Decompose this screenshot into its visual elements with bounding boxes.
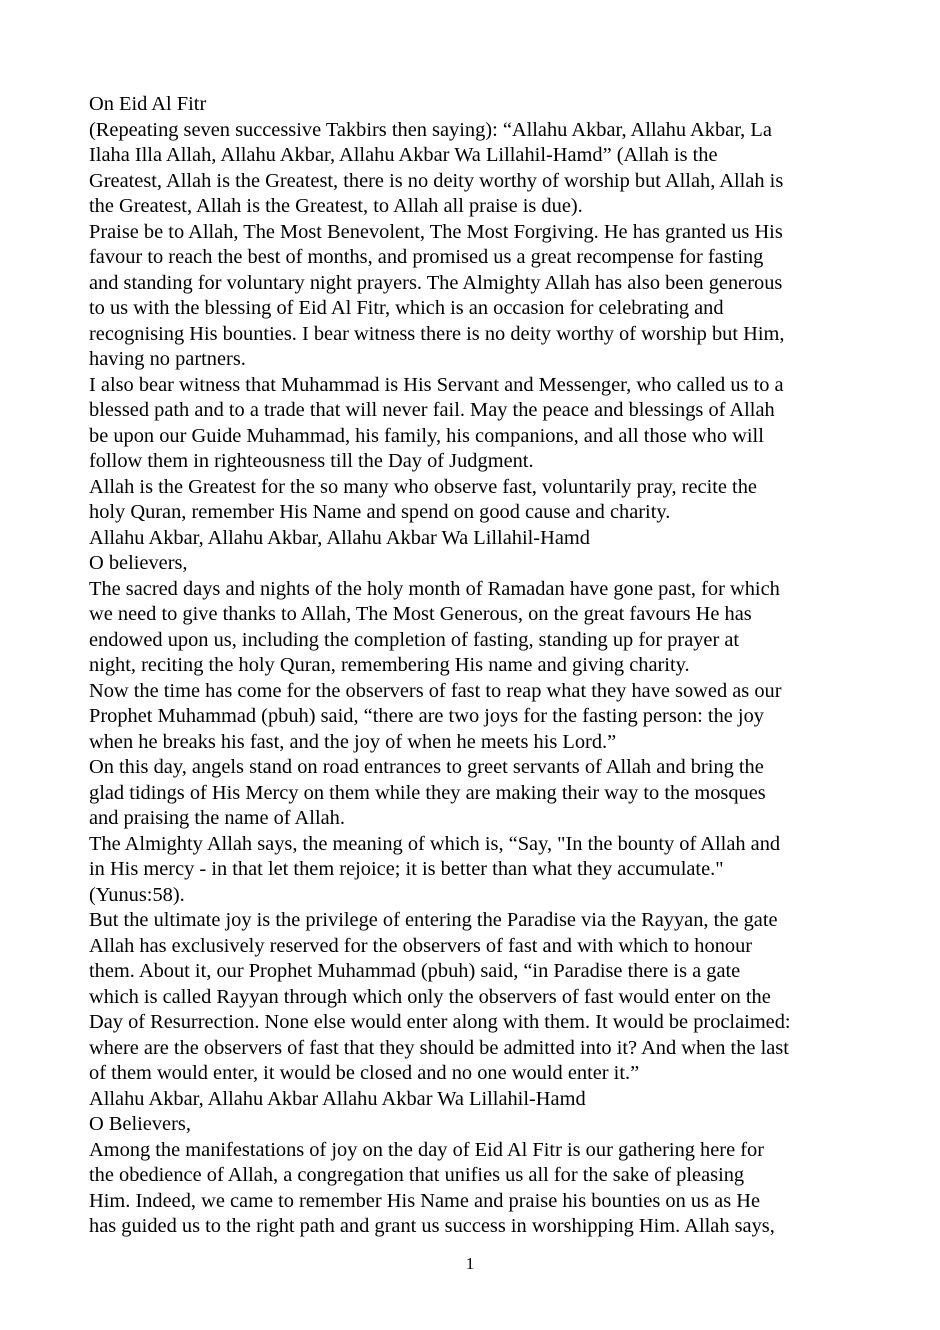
text-line: Greatest, Allah is the Greatest, there is no deity worthy of worship but Allah, Allah is bbox=[89, 169, 784, 192]
text-line: recognising His bounties. I bear witness there is no deity worthy of worship but Him, bbox=[89, 322, 785, 345]
text-line: glad tidings of His Mercy on them while they are making their way to the mosques bbox=[89, 781, 766, 804]
text-line: Day of Resurrection. None else would enter along with them. It would be proclaimed: bbox=[89, 1011, 791, 1033]
text-line: follow them in righteousness till the Day of Judgment. bbox=[89, 450, 534, 472]
document-body bbox=[89, 92, 859, 1240]
text-line: holy Quran, remember His Name and spend on good cause and charity. bbox=[89, 501, 671, 523]
text-line: where are the observers of fast that they should be admitted into it? And when the last bbox=[89, 1036, 789, 1059]
text-line: having no partners. bbox=[89, 348, 246, 370]
text-line: be upon our Guide Muhammad, his family, his companions, and all those who will bbox=[89, 424, 764, 447]
text-line: the obedience of Allah, a congregation that unifies us all for the sake of pleasing bbox=[89, 1164, 745, 1186]
text-line: But the ultimate joy is the privilege of entering the Paradise via the Rayyan, the gate bbox=[89, 909, 778, 931]
text-line: Among the manifestations of joy on the day of Eid Al Fitr is our gathering here for bbox=[89, 1138, 765, 1161]
text-line: Allahu Akbar, Allahu Akbar, Allahu Akbar Wa Lillahil-Hamd bbox=[89, 526, 590, 549]
text-line: night, reciting the holy Quran, remembering His name and giving charity. bbox=[89, 654, 690, 676]
text-line: to us with the blessing of Eid Al Fitr, which is an occasion for celebrating and bbox=[89, 297, 724, 319]
text-line: favour to reach the best of months, and promised us a great recompense for fasting bbox=[89, 246, 764, 268]
text-line: On Eid Al Fitr bbox=[89, 93, 207, 115]
text-line: which is called Rayyan through which only the observers of fast would enter on the bbox=[89, 985, 771, 1008]
text-line: the Greatest, Allah is the Greatest, to Allah all praise is due). bbox=[89, 195, 583, 217]
text-line: Allah is the Greatest for the so many who observe fast, voluntarily pray, recite the bbox=[89, 475, 757, 498]
text-line: when he breaks his fast, and the joy of when he meets his Lord.” bbox=[89, 730, 617, 753]
text-line: O Believers, bbox=[89, 1113, 191, 1135]
text-line: The Almighty Allah says, the meaning of which is, “Say, "In the bounty of Allah and bbox=[89, 832, 781, 855]
text-line: in His mercy - in that let them rejoice; it is better than what they accumulate." bbox=[89, 858, 724, 880]
text-line: them. About it, our Prophet Muhammad (pbuh) said, “in Paradise there is a gate bbox=[89, 960, 741, 982]
text-line: Him. Indeed, we came to remember His Name and praise his bounties on us as He bbox=[89, 1189, 760, 1212]
text-line: On this day, angels stand on road entrances to greet servants of Allah and bring the bbox=[89, 756, 764, 778]
text-line: we need to give thanks to Allah, The Most Generous, on the great favours He has bbox=[89, 603, 752, 625]
text-line: Now the time has come for the observers of fast to reap what they have sowed as our bbox=[89, 679, 782, 702]
text-line: blessed path and to a trade that will never fail. May the peace and blessings of Allah bbox=[89, 399, 775, 421]
page-number: 1 bbox=[465, 1254, 475, 1273]
text-line: endowed upon us, including the completion of fasting, standing up for prayer at bbox=[89, 628, 740, 651]
text-line: Allahu Akbar, Allahu Akbar Allahu Akbar Wa Lillahil-Hamd bbox=[89, 1087, 586, 1110]
text-line: and standing for voluntary night prayers. The Almighty Allah has also been generous bbox=[89, 271, 783, 294]
text-line: Prophet Muhammad (pbuh) said, “there are two joys for the fasting person: the joy bbox=[89, 705, 764, 727]
text-line: The sacred days and nights of the holy month of Ramadan have gone past, for which bbox=[89, 577, 780, 600]
text-line: Allah has exclusively reserved for the observers of fast and with which to honour bbox=[89, 934, 753, 957]
text-line: and praising the name of Allah. bbox=[89, 807, 345, 829]
text-line: I also bear witness that Muhammad is His Servant and Messenger, who called us to a bbox=[89, 373, 784, 396]
text-line: O believers, bbox=[89, 552, 188, 574]
text-line: has guided us to the right path and grant us success in worshipping Him. Allah says, bbox=[89, 1215, 775, 1237]
text-line: Ilaha Illa Allah, Allahu Akbar, Allahu Akbar Wa Lillahil-Hamd” (Allah is the bbox=[89, 144, 718, 166]
text-line: (Yunus:58). bbox=[89, 883, 185, 906]
text-line: (Repeating seven successive Takbirs then saying): “Allahu Akbar, Allahu Akbar, La bbox=[89, 118, 772, 141]
text-line: Praise be to Allah, The Most Benevolent, The Most Forgiving. He has granted us His bbox=[89, 220, 783, 243]
text-line: of them would enter, it would be closed and no one would enter it.” bbox=[89, 1062, 640, 1084]
